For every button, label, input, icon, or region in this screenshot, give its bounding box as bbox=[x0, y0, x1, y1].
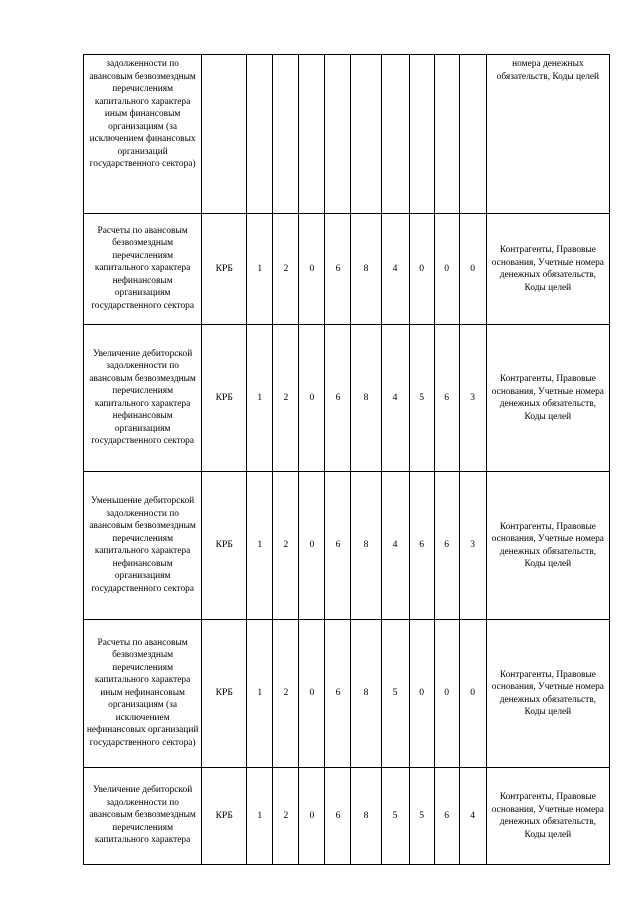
digit-cell bbox=[273, 55, 299, 214]
code-cell: КРБ bbox=[202, 472, 247, 620]
analytics-cell: Контрагенты, Правовые основания, Учетные номера денежных обязательств, Коды целей bbox=[486, 620, 609, 768]
digit-cell: 6 bbox=[325, 472, 351, 620]
digit-cell: 0 bbox=[299, 472, 325, 620]
digit-cell bbox=[409, 55, 434, 214]
digit-cell: 8 bbox=[351, 768, 381, 865]
table-row bbox=[84, 768, 610, 865]
account-name-cell: Увеличение дебиторской задолженности по авансовым безвозмездным перечислениям капитального характера bbox=[84, 768, 202, 865]
analytics-cell: номера денежных обязательств, Коды целей bbox=[486, 55, 609, 214]
analytics-cell: Контрагенты, Правовые основания, Учетные номера денежных обязательств, Коды целей bbox=[486, 325, 609, 472]
digit-cell: 6 bbox=[325, 214, 351, 325]
digit-cell: 0 bbox=[459, 214, 486, 325]
digit-cell: 8 bbox=[351, 620, 381, 768]
account-name-cell: задолженности по авансовым безвозмездным перечислениям капитального характера иным финансовым организациям (за исключением финансовых организаций государственного сектора) bbox=[84, 55, 202, 214]
digit-cell bbox=[459, 55, 486, 214]
table-row bbox=[84, 55, 610, 214]
table-row bbox=[84, 472, 610, 620]
code-cell: КРБ bbox=[202, 620, 247, 768]
table-row bbox=[84, 620, 610, 768]
digit-cell: 0 bbox=[409, 214, 434, 325]
digit-cell: 6 bbox=[434, 472, 459, 620]
digit-cell: 4 bbox=[459, 768, 486, 865]
digit-cell: 5 bbox=[381, 768, 409, 865]
digit-cell: 5 bbox=[381, 620, 409, 768]
digit-cell: 2 bbox=[273, 472, 299, 620]
digit-cell: 0 bbox=[299, 620, 325, 768]
digit-cell: 4 bbox=[381, 472, 409, 620]
account-name-cell: Расчеты по авансовым безвозмездным перечислениям капитального характера иным нефинансовым организациям (за исключением нефинансовых организаций государственного сектора) bbox=[84, 620, 202, 768]
digit-cell: 1 bbox=[247, 472, 273, 620]
digit-cell: 5 bbox=[409, 325, 434, 472]
code-cell: КРБ bbox=[202, 325, 247, 472]
table-row bbox=[84, 325, 610, 472]
digit-cell: 2 bbox=[273, 325, 299, 472]
digit-cell bbox=[351, 55, 381, 214]
digit-cell: 1 bbox=[247, 768, 273, 865]
digit-cell: 4 bbox=[381, 325, 409, 472]
code-cell bbox=[202, 55, 247, 214]
digit-cell: 0 bbox=[409, 620, 434, 768]
digit-cell: 8 bbox=[351, 325, 381, 472]
digit-cell: 6 bbox=[325, 620, 351, 768]
accounts-table bbox=[83, 54, 610, 865]
digit-cell: 6 bbox=[325, 768, 351, 865]
digit-cell: 2 bbox=[273, 214, 299, 325]
digit-cell: 0 bbox=[299, 214, 325, 325]
digit-cell bbox=[247, 55, 273, 214]
digit-cell bbox=[434, 55, 459, 214]
digit-cell bbox=[381, 55, 409, 214]
digit-cell: 0 bbox=[434, 620, 459, 768]
digit-cell: 0 bbox=[299, 768, 325, 865]
digit-cell: 0 bbox=[299, 325, 325, 472]
digit-cell: 8 bbox=[351, 472, 381, 620]
digit-cell: 6 bbox=[434, 325, 459, 472]
digit-cell: 6 bbox=[325, 325, 351, 472]
digit-cell: 1 bbox=[247, 214, 273, 325]
digit-cell bbox=[325, 55, 351, 214]
digit-cell: 0 bbox=[434, 214, 459, 325]
digit-cell: 6 bbox=[434, 768, 459, 865]
digit-cell: 3 bbox=[459, 472, 486, 620]
code-cell: КРБ bbox=[202, 768, 247, 865]
account-name-cell: Увеличение дебиторской задолженности по авансовым безвозмездным перечислениям капитального характера нефинансовым организациям государственного сектора bbox=[84, 325, 202, 472]
digit-cell: 1 bbox=[247, 620, 273, 768]
digit-cell bbox=[299, 55, 325, 214]
digit-cell: 2 bbox=[273, 620, 299, 768]
code-cell: КРБ bbox=[202, 214, 247, 325]
analytics-cell: Контрагенты, Правовые основания, Учетные номера денежных обязательств, Коды целей bbox=[486, 214, 609, 325]
digit-cell: 5 bbox=[409, 768, 434, 865]
table-row bbox=[84, 214, 610, 325]
account-name-cell: Расчеты по авансовым безвозмездным перечислениям капитального характера нефинансовым организациям государственного сектора bbox=[84, 214, 202, 325]
digit-cell: 8 bbox=[351, 214, 381, 325]
analytics-cell: Контрагенты, Правовые основания, Учетные номера денежных обязательств, Коды целей bbox=[486, 768, 609, 865]
digit-cell: 4 bbox=[381, 214, 409, 325]
digit-cell: 3 bbox=[459, 325, 486, 472]
digit-cell: 6 bbox=[409, 472, 434, 620]
analytics-cell: Контрагенты, Правовые основания, Учетные номера денежных обязательств, Коды целей bbox=[486, 472, 609, 620]
digit-cell: 0 bbox=[459, 620, 486, 768]
account-name-cell: Уменьшение дебиторской задолженности по авансовым безвозмездным перечислениям капитального характера нефинансовым организациям государственного сектора bbox=[84, 472, 202, 620]
digit-cell: 2 bbox=[273, 768, 299, 865]
digit-cell: 1 bbox=[247, 325, 273, 472]
